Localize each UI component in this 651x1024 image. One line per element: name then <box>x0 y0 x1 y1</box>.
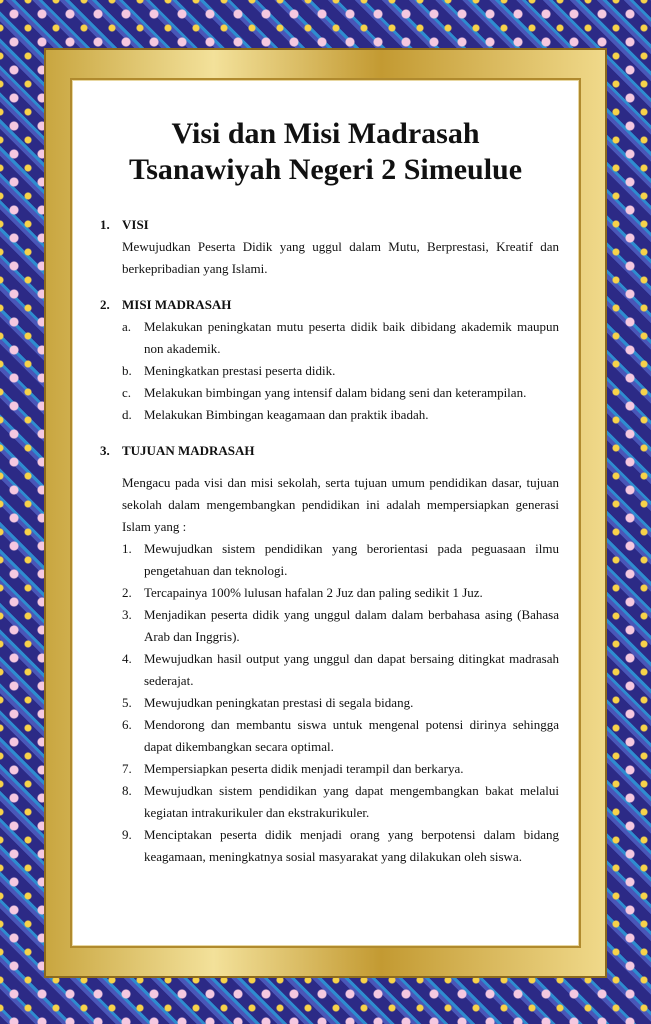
section-heading <box>90 440 559 462</box>
list-item <box>90 316 559 360</box>
list-item <box>90 404 559 426</box>
list-item <box>90 758 559 780</box>
list-marker: d. <box>122 407 132 422</box>
list-item <box>90 648 559 692</box>
list-text: Melakukan peningkatan mutu peserta didik baik dibidang akademik maupun non akademik. <box>144 319 559 356</box>
list-marker: 4. <box>122 651 132 666</box>
list-text: Meningkatkan prestasi peserta didik. <box>144 363 336 378</box>
list-text: Mendorong dan membantu siswa untuk mengenal potensi dirinya sehingga dapat dikembangkan secara optimal. <box>144 717 559 754</box>
list-marker: 8. <box>122 783 132 798</box>
list-marker: 2. <box>122 585 132 600</box>
section-tujuan <box>90 440 559 868</box>
list-item <box>90 360 559 382</box>
list-text: Melakukan bimbingan yang intensif dalam bidang seni dan keterampilan. <box>144 385 527 400</box>
section-visi <box>90 214 559 280</box>
document-page <box>70 78 581 948</box>
title-line-1: Visi dan Misi Madrasah <box>171 117 480 150</box>
section-heading <box>90 294 559 316</box>
section-heading <box>90 214 559 236</box>
list-marker: 3. <box>122 607 132 622</box>
list-text: Menciptakan peserta didik menjadi orang yang berpotensi dalam bidang keagamaan, meningkatnya sosial masyarakat yang dilakukan oleh siswa. <box>144 827 559 864</box>
section-misi <box>90 294 559 426</box>
list-marker: c. <box>122 385 132 400</box>
list-item <box>90 824 559 868</box>
section-number: 2. <box>100 297 110 312</box>
list-item <box>90 604 559 648</box>
list-marker: 6. <box>122 717 132 732</box>
list-marker: b. <box>122 363 132 378</box>
list-marker: 5. <box>122 695 132 710</box>
list-text: Mewujudkan sistem pendidikan yang dapat mengembangkan bakat melalui kegiatan intrakurikuler dan ekstrakurikuler. <box>144 783 559 820</box>
visi-text: Mewujudkan Peserta Didik yang uggul dalam Mutu, Berprestasi, Kreatif dan berkepribadian yang Islami. <box>122 239 559 276</box>
list-text: Mewujudkan peningkatan prestasi di segala bidang. <box>144 695 414 710</box>
list-item <box>90 714 559 758</box>
misi-list <box>90 316 559 426</box>
list-text: Mempersiapkan peserta didik menjadi terampil dan berkarya. <box>144 761 464 776</box>
section-number: 3. <box>100 443 110 458</box>
document-content <box>90 214 559 882</box>
page-title <box>72 116 579 188</box>
list-marker: 1. <box>122 541 132 556</box>
section-title: MISI MADRASAH <box>122 297 232 312</box>
section-title: TUJUAN MADRASAH <box>122 443 255 458</box>
list-item <box>90 780 559 824</box>
list-marker: 9. <box>122 827 132 842</box>
tujuan-intro: Mengacu pada visi dan misi sekolah, serta tujuan umum pendidikan dasar, tujuan sekolah dalam mengembangkan pendidikan ini adalah mempersiapkan generasi Islam yang : <box>122 475 559 534</box>
list-text: Tercapainya 100% lulusan hafalan 2 Juz dan paling sedikit 1 Juz. <box>144 585 483 600</box>
list-text: Mewujudkan hasil output yang unggul dan dapat bersaing ditingkat madrasah sederajat. <box>144 651 559 688</box>
section-number: 1. <box>100 217 110 232</box>
section-title: VISI <box>122 217 149 232</box>
tujuan-list <box>90 538 559 868</box>
title-line-2: Tsanawiyah Negeri 2 Simeulue <box>128 153 523 186</box>
list-text: Mewujudkan sistem pendidikan yang berorientasi pada peguasaan ilmu pengetahuan dan teknologi. <box>144 541 559 578</box>
list-item <box>90 692 559 714</box>
list-item <box>90 538 559 582</box>
list-text: Melakukan Bimbingan keagamaan dan praktik ibadah. <box>144 407 429 422</box>
list-text: Menjadikan peserta didik yang unggul dalam dalam berbahasa asing (Bahasa Arab dan Inggris). <box>144 607 559 644</box>
list-item <box>90 582 559 604</box>
list-marker: a. <box>122 319 132 334</box>
list-item <box>90 382 559 404</box>
list-marker: 7. <box>122 761 132 776</box>
